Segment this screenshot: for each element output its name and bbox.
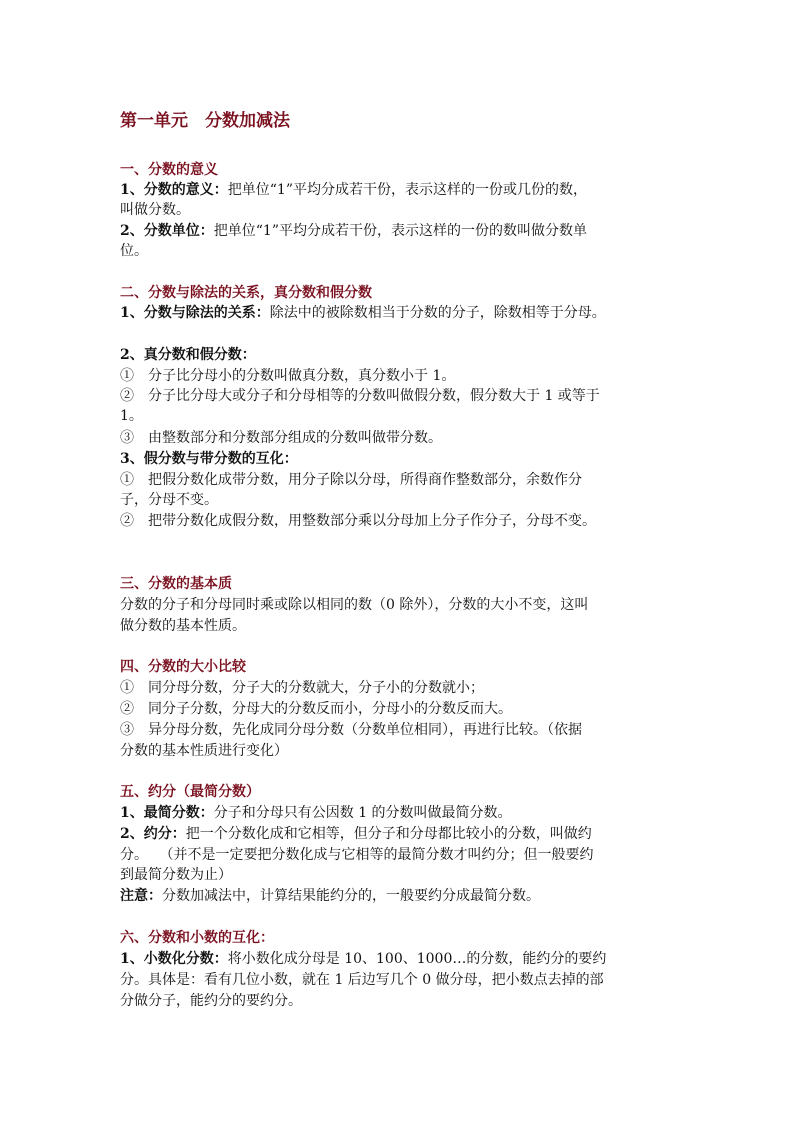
- list-item: ② 同分子分数，分母大的分数反而小，分母小的分数反而大。: [120, 701, 512, 717]
- term-text: 把一个分数化成和它相等，但分子和分母都比较小的分数，叫做约: [185, 826, 592, 842]
- paragraph-line: 叫做分数。: [120, 202, 190, 218]
- term-text: 把单位“1”平均分成若干份，表示这样的一份或几份的数，: [227, 182, 587, 198]
- term-text: 分子和分母只有公因数 1 的分数叫做最简分数。: [213, 805, 512, 821]
- section-heading-division: 二、分数与除法的关系，真分数和假分数: [120, 285, 372, 301]
- list-item-continuation: 分数的基本性质进行变化）: [120, 743, 288, 759]
- paragraph-line: [120, 803, 512, 823]
- paragraph-line: 位。: [120, 243, 148, 259]
- paragraph-line: 分数的分子和分母同时乘或除以相同的数（0 除外），分数的大小不变，这叫: [120, 597, 589, 613]
- term-label: 2、约分：: [120, 826, 186, 842]
- note-line: [120, 886, 540, 906]
- paragraph-line: [120, 180, 587, 200]
- list-item: ① 把假分数化成带分数，用分子除以分母，所得商作整数部分，余数作分: [120, 472, 582, 488]
- list-item: ① 同分母分数，分子大的分数就大，分子小的分数就小；: [120, 680, 484, 696]
- subheading: 3、假分数与带分数的互化：: [120, 451, 298, 467]
- section-heading-decimal-conversion: 六、分数和小数的互化：: [120, 930, 274, 946]
- paragraph-line: 分。具体是：看有几位小数，就在 1 后边写几个 0 做分母，把小数点去掉的部: [120, 972, 604, 988]
- list-item: ② 把带分数化成假分数，用整数部分乘以分母加上分子作分子，分母不变。: [120, 513, 596, 529]
- list-item-continuation: 子，分母不变。: [120, 492, 218, 508]
- paragraph-line: [120, 824, 592, 844]
- term-text: 把单位“1”平均分成若干份，表示这样的一份的数叫做分数单: [213, 223, 587, 239]
- list-item: ③ 异分母分数，先化成同分母分数（分数单位相同），再进行比较。（依据: [120, 722, 582, 738]
- section-heading-meaning: 一、分数的意义: [120, 162, 218, 178]
- list-item-continuation: 1。: [120, 408, 143, 424]
- term-label: 1、小数化分数：: [120, 951, 228, 967]
- section-heading-basic-property: 三、分数的基本质: [120, 576, 232, 592]
- term-label: 1、分数的意义：: [120, 182, 228, 198]
- paragraph-line: 分。 （并不是一定要把分数化成与它相等的最简分数才叫约分；但一般要约: [120, 847, 594, 863]
- term-label: 1、最简分数：: [120, 805, 214, 821]
- subheading: 2、真分数和假分数：: [120, 347, 256, 363]
- list-item: ① 分子比分母小的分数叫做真分数，真分数小于 1。: [120, 368, 456, 384]
- term-label: 2、分数单位：: [120, 223, 214, 239]
- list-item: ② 分子比分母大或分子和分母相等的分数叫做假分数，假分数大于 1 或等于: [120, 388, 600, 404]
- term-text: 除法中的被除数相当于分数的分子，除数相等于分母。: [269, 305, 606, 321]
- paragraph-line: [120, 949, 606, 969]
- term-text: 将小数化成分母是 10、100、1000…的分数，能约分的要约: [227, 951, 607, 967]
- paragraph-line: 分做分子，能约分的要约分。: [120, 993, 302, 1009]
- section-heading-comparison: 四、分数的大小比较: [120, 659, 246, 675]
- note-text: 分数加减法中，计算结果能约分的，一般要约分成最简分数。: [162, 888, 540, 904]
- term-label: 1、分数与除法的关系：: [120, 305, 270, 321]
- section-heading-reduction: 五、约分（最简分数）: [120, 784, 260, 800]
- list-item: ③ 由整数部分和分数部分组成的分数叫做带分数。: [120, 430, 442, 446]
- note-label: 注意：: [120, 888, 162, 904]
- paragraph-line: [120, 303, 606, 323]
- paragraph-line: [120, 221, 587, 241]
- paragraph-line: 到最简分数为止）: [120, 867, 232, 883]
- paragraph-line: 做分数的基本性质。: [120, 618, 246, 634]
- page-title: 第一单元 分数加减法: [120, 111, 290, 131]
